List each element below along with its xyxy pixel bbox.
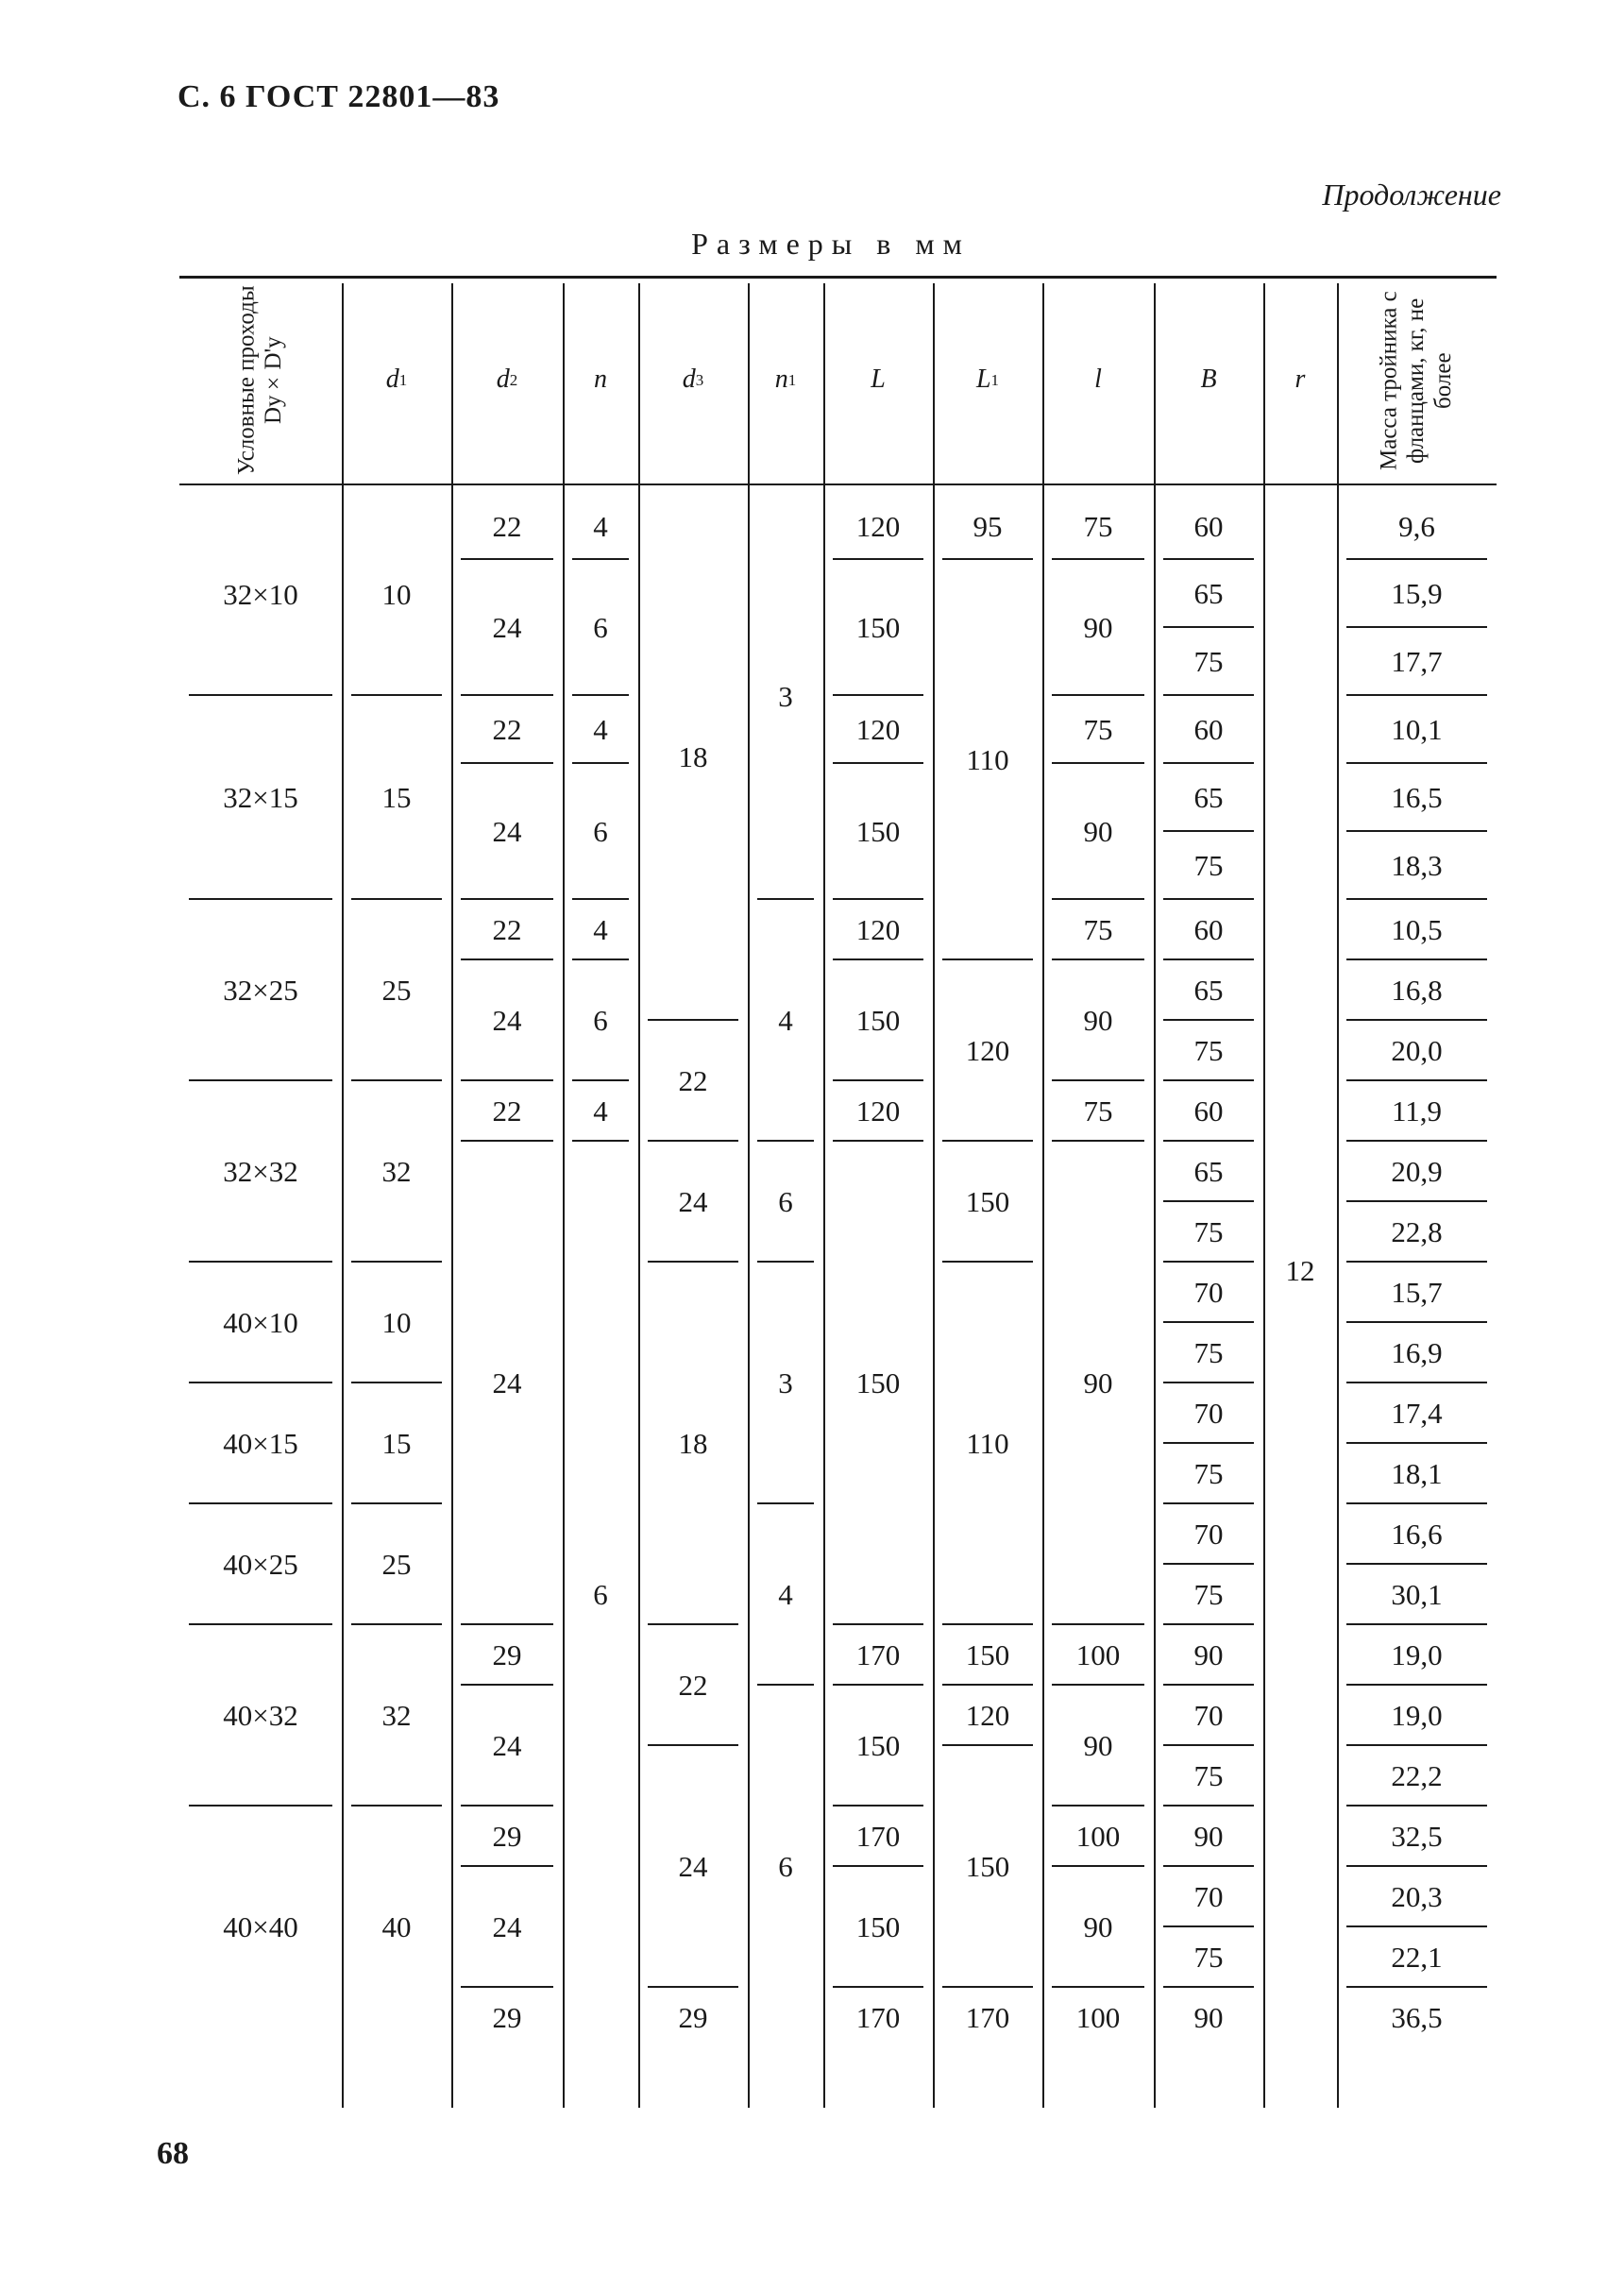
designation-cell: 32×10: [223, 577, 298, 611]
B-cell: 70: [1193, 1275, 1224, 1309]
d2-cell: 22: [492, 912, 522, 946]
B-cell: 75: [1193, 1033, 1224, 1067]
mass-cell: 20,3: [1391, 1879, 1443, 1913]
header-d2: d 2: [496, 365, 518, 394]
B-cell: 75: [1193, 1940, 1224, 1974]
mass-cell: 20,9: [1391, 1154, 1443, 1188]
l-cell: 100: [1075, 1819, 1121, 1853]
mass-cell: 17,7: [1391, 644, 1443, 678]
B-cell: 75: [1193, 1335, 1224, 1369]
d1-cell: 25: [381, 973, 412, 1007]
n-cell: 6: [593, 814, 608, 848]
d1-cell: 25: [381, 1547, 412, 1581]
d1-cell: 10: [381, 577, 412, 611]
mass-cell: 16,6: [1391, 1517, 1443, 1551]
L1-cell: 150: [965, 1637, 1010, 1671]
B-cell: 65: [1193, 973, 1224, 1007]
d2-cell: 29: [492, 2000, 522, 2034]
d2-cell: 24: [492, 814, 522, 848]
L-cell: 150: [855, 1909, 901, 1943]
header-L1: L 1: [975, 365, 1000, 394]
header-r: r: [1294, 365, 1306, 394]
page-number: 68: [157, 2136, 189, 2171]
mass-cell: 22,2: [1391, 1758, 1443, 1792]
B-cell: 75: [1193, 644, 1224, 678]
mass-cell: 22,1: [1391, 1940, 1443, 1974]
header-d1: d 1: [385, 365, 408, 394]
mass-cell: 16,5: [1391, 780, 1443, 814]
L-cell: 120: [855, 912, 901, 946]
page-header: С. 6 ГОСТ 22801—83: [178, 79, 500, 114]
B-cell: 70: [1193, 1879, 1224, 1913]
L-cell: 150: [855, 1366, 901, 1399]
L1-cell: 120: [965, 1033, 1010, 1067]
n-cell: 4: [593, 712, 608, 746]
header-designation: Условные проходы Dy×D'y: [233, 285, 286, 476]
mass-cell: 17,4: [1391, 1396, 1443, 1430]
L-cell: 150: [855, 814, 901, 848]
l-cell: 90: [1083, 610, 1113, 644]
B-cell: 90: [1193, 2000, 1224, 2034]
L-cell: 150: [855, 1728, 901, 1762]
header-d3: d 3: [682, 365, 704, 394]
d1-cell: 40: [381, 1909, 412, 1943]
d1-cell: 15: [381, 780, 412, 814]
L-cell: 150: [855, 610, 901, 644]
B-cell: 65: [1193, 1154, 1224, 1188]
mass-cell: 16,9: [1391, 1335, 1443, 1369]
d3-cell: 22: [678, 1668, 708, 1702]
d3-cell: 18: [678, 739, 708, 773]
l-cell: 100: [1075, 2000, 1121, 2034]
header-B: B: [1200, 365, 1217, 394]
mass-cell: 10,1: [1391, 712, 1443, 746]
l-cell: 90: [1083, 1366, 1113, 1399]
B-cell: 70: [1193, 1517, 1224, 1551]
B-cell: 75: [1193, 1577, 1224, 1611]
d1-cell: 15: [381, 1426, 412, 1460]
header-mass: Масса тройника с фланцами, кг, не более: [1376, 291, 1456, 470]
mass-cell: 19,0: [1391, 1637, 1443, 1671]
L1-cell: 170: [965, 2000, 1010, 2034]
L1-cell: 150: [965, 1184, 1010, 1218]
d2-cell: 29: [492, 1637, 522, 1671]
L1-cell: 110: [966, 1426, 1009, 1460]
l-cell: 75: [1083, 712, 1113, 746]
B-cell: 75: [1193, 1758, 1224, 1792]
header-n: n: [594, 365, 607, 394]
L1-cell: 120: [965, 1698, 1010, 1732]
d2-cell: 29: [492, 1819, 522, 1853]
designation-cell: 32×25: [223, 973, 298, 1007]
d2-cell: 24: [492, 1909, 522, 1943]
mass-cell: 15,7: [1391, 1275, 1443, 1309]
d2-cell: 24: [492, 1003, 522, 1037]
l-cell: 75: [1083, 509, 1113, 543]
n-cell: 4: [593, 509, 608, 543]
d2-cell: 22: [492, 1094, 522, 1128]
L1-cell: 110: [966, 742, 1009, 776]
designation-cell: 32×15: [223, 780, 298, 814]
L1-cell: 150: [965, 1849, 1010, 1883]
d2-cell: 24: [492, 610, 522, 644]
B-cell: 60: [1193, 912, 1224, 946]
mass-cell: 10,5: [1391, 912, 1443, 946]
B-cell: 70: [1193, 1396, 1224, 1430]
designation-cell: 40×25: [223, 1547, 298, 1581]
d3-cell: 29: [678, 2000, 708, 2034]
l-cell: 90: [1083, 1003, 1113, 1037]
n1-cell: 6: [778, 1849, 793, 1883]
n-cell: 6: [593, 1577, 608, 1611]
mass-cell: 9,6: [1398, 509, 1435, 543]
mass-cell: 32,5: [1391, 1819, 1443, 1853]
B-cell: 90: [1193, 1637, 1224, 1671]
designation-cell: 32×32: [223, 1154, 298, 1188]
d2-cell: 22: [492, 509, 522, 543]
n-cell: 4: [593, 912, 608, 946]
B-cell: 60: [1193, 509, 1224, 543]
l-cell: 75: [1083, 1094, 1113, 1128]
d3-cell: 18: [678, 1426, 708, 1460]
header-l: l: [1094, 365, 1102, 394]
B-cell: 60: [1193, 712, 1224, 746]
mass-cell: 11,9: [1391, 1094, 1443, 1128]
B-cell: 70: [1193, 1698, 1224, 1732]
mass-cell: 22,8: [1391, 1214, 1443, 1248]
n1-cell: 3: [778, 1366, 793, 1399]
mass-cell: 19,0: [1391, 1698, 1443, 1732]
B-cell: 60: [1193, 1094, 1224, 1128]
d2-cell: 24: [492, 1728, 522, 1762]
B-cell: 75: [1193, 1214, 1224, 1248]
continuation-label: Продолжение: [1322, 178, 1501, 212]
header-L: L: [871, 365, 886, 394]
d1-cell: 32: [381, 1698, 412, 1732]
L-cell: 170: [855, 2000, 901, 2034]
r-cell: 12: [1285, 1253, 1315, 1287]
B-cell: 90: [1193, 1819, 1224, 1853]
designation-cell: 40×32: [223, 1698, 298, 1732]
d1-cell: 10: [381, 1305, 412, 1339]
mass-cell: 16,8: [1391, 973, 1443, 1007]
B-cell: 75: [1193, 848, 1224, 882]
n1-cell: 4: [778, 1003, 793, 1037]
mass-cell: 18,3: [1391, 848, 1443, 882]
header-rule: [179, 483, 1497, 485]
l-cell: 75: [1083, 912, 1113, 946]
mass-cell: 30,1: [1391, 1577, 1443, 1611]
l-cell: 100: [1075, 1637, 1121, 1671]
L-cell: 120: [855, 1094, 901, 1128]
L-cell: 170: [855, 1637, 901, 1671]
d1-cell: 32: [381, 1154, 412, 1188]
table-caption: Размеры в мм: [691, 227, 971, 261]
n-cell: 6: [593, 1003, 608, 1037]
n1-cell: 3: [778, 679, 793, 713]
l-cell: 90: [1083, 1728, 1113, 1762]
n1-cell: 6: [778, 1184, 793, 1218]
L1-cell: 95: [973, 509, 1003, 543]
mass-cell: 18,1: [1391, 1456, 1443, 1490]
mass-cell: 15,9: [1391, 576, 1443, 610]
d2-cell: 24: [492, 1366, 522, 1399]
mass-cell: 20,0: [1391, 1033, 1443, 1067]
mass-cell: 36,5: [1391, 2000, 1443, 2034]
L-cell: 150: [855, 1003, 901, 1037]
d3-cell: 24: [678, 1849, 708, 1883]
n-cell: 6: [593, 610, 608, 644]
header-n1: n 1: [774, 365, 797, 394]
L-cell: 120: [855, 712, 901, 746]
l-cell: 90: [1083, 814, 1113, 848]
designation-cell: 40×40: [223, 1909, 298, 1943]
d3-cell: 22: [678, 1063, 708, 1097]
B-cell: 65: [1193, 780, 1224, 814]
designation-cell: 40×15: [223, 1426, 298, 1460]
L-cell: 120: [855, 509, 901, 543]
l-cell: 90: [1083, 1909, 1113, 1943]
B-cell: 75: [1193, 1456, 1224, 1490]
B-cell: 65: [1193, 576, 1224, 610]
n1-cell: 4: [778, 1577, 793, 1611]
designation-cell: 40×10: [223, 1305, 298, 1339]
L-cell: 170: [855, 1819, 901, 1853]
d3-cell: 24: [678, 1184, 708, 1218]
d2-cell: 22: [492, 712, 522, 746]
n-cell: 4: [593, 1094, 608, 1128]
